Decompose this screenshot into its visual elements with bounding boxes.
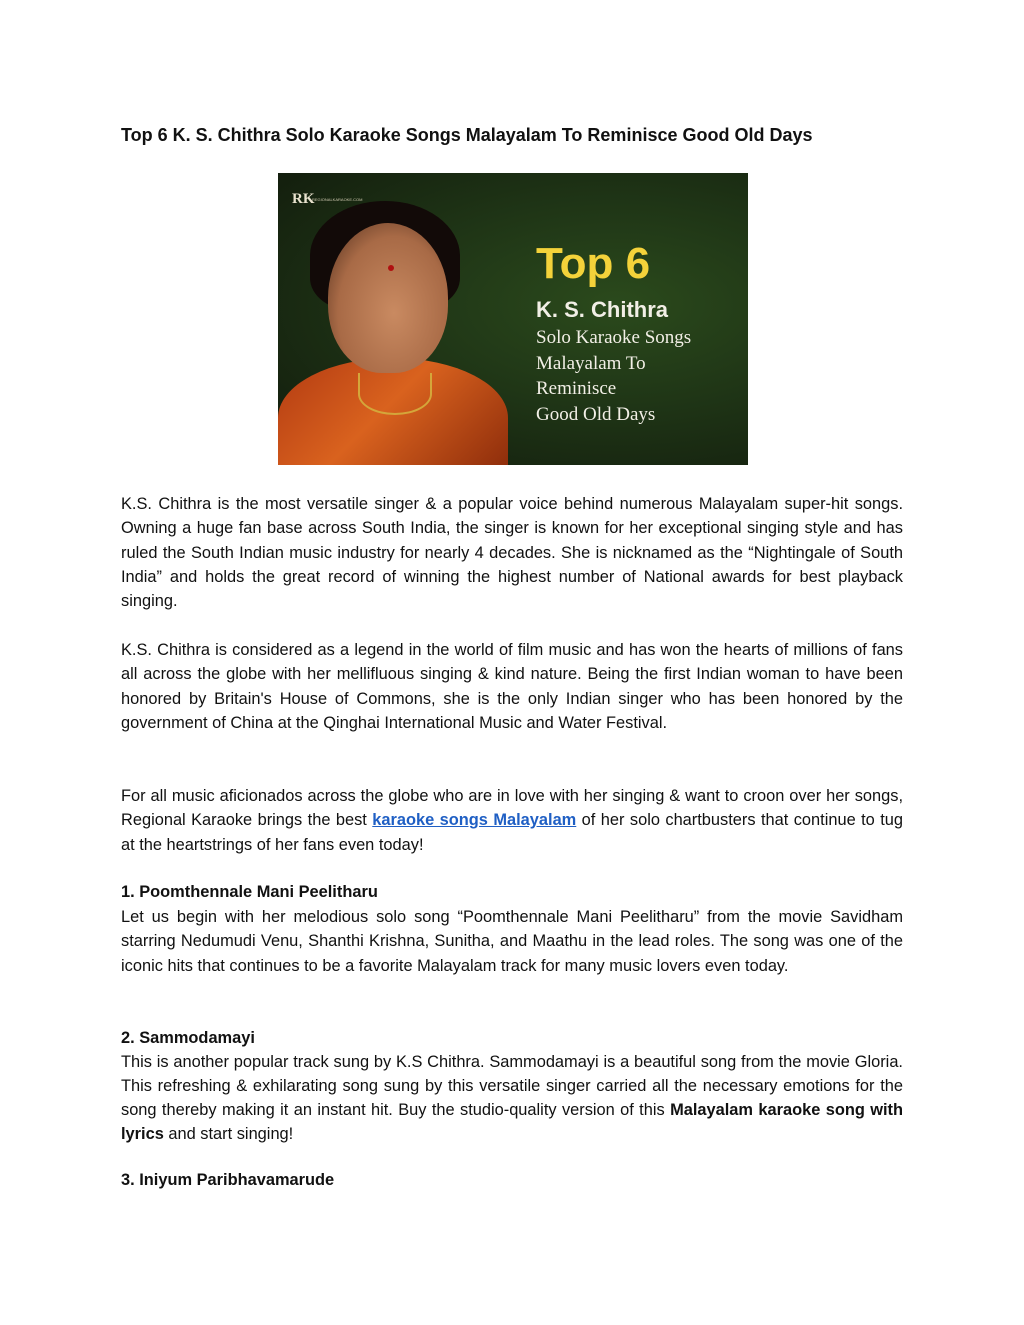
regional-karaoke-logo: RK (292, 191, 315, 207)
song-3-heading: 3. Iniyum Paribhavamarude (121, 1171, 335, 1189)
aficionados-paragraph: For all music aficionados across the globe who are in love with her singing & want to croon over her songs, Regional Karaoke brings the best karaoke songs Malayalam of her solo chartbusters that continue to tug at the heartstrings of her fans even today! (121, 787, 904, 854)
portrait-face (328, 223, 448, 373)
song-2-text: This is another popular track sung by K.S Chithra. Sammodamayi is a beautiful song from the movie Gloria. This refreshing & exhilarating song sung by this versatile singer carried all the necessary emotions for the song thereby making it an instant hit. Buy the studio-quality version of this Malayalam karaoke song with lyrics and start singing! (121, 1053, 903, 1143)
karaoke-songs-malayalam-link[interactable]: karaoke songs Malayalam (372, 811, 577, 830)
banner-artist: K. S. Chithra (536, 297, 669, 322)
banner-subtitle: Solo Karaoke Songs Malayalam To Reminisce Good Old Days (536, 327, 692, 425)
logo-site-text: REGIONALKARAOKE.COM (312, 197, 363, 202)
banner-top6: Top 6 (536, 239, 651, 288)
page-title: Top 6 K. S. Chithra Solo Karaoke Songs Malayalam To Reminisce Good Old Days (121, 125, 813, 145)
legend-paragraph: K.S. Chithra is considered as a legend in the world of film music and has won the hearts of millions of fans all across the globe with her mellifluous singing & kind nature. Being the first Indian woman to have been honored by Britain's House of Commons, she is the only Indian singer who has been honored by the government of China at the Qinghai International Music and Water Festival. (121, 641, 903, 732)
intro-paragraph: K.S. Chithra is the most versatile singer & a popular voice behind numerous Malayalam super-hit songs. Owning a huge fan base across South India, the singer is known for her exceptional singing style and has ruled the South Indian music industry for nearly 4 decades. She is nicknamed as the “Nightingale of South India” and holds the great record of winning the highest number of National awards for best playback singing. (121, 495, 903, 611)
song-1-text: Let us begin with her melodious solo song “Poomthennale Mani Peelitharu” from the movie Savidham starring Nedumudi Venu, Shanthi Krishna, Sunitha, and Maathu in the lead roles. The song was one of the iconic hits that continues to be a favorite Malayalam track for many music lovers even today. (121, 908, 903, 975)
banner-image (278, 173, 748, 465)
song-2-heading: 2. Sammodamayi (121, 1029, 255, 1047)
portrait-necklace (358, 373, 432, 415)
song-1-heading: 1. Poomthennale Mani Peelitharu (121, 883, 378, 901)
portrait-bindi (388, 265, 394, 271)
malayalam-karaoke-bold: Malayalam karaoke song with lyrics (121, 1101, 903, 1143)
